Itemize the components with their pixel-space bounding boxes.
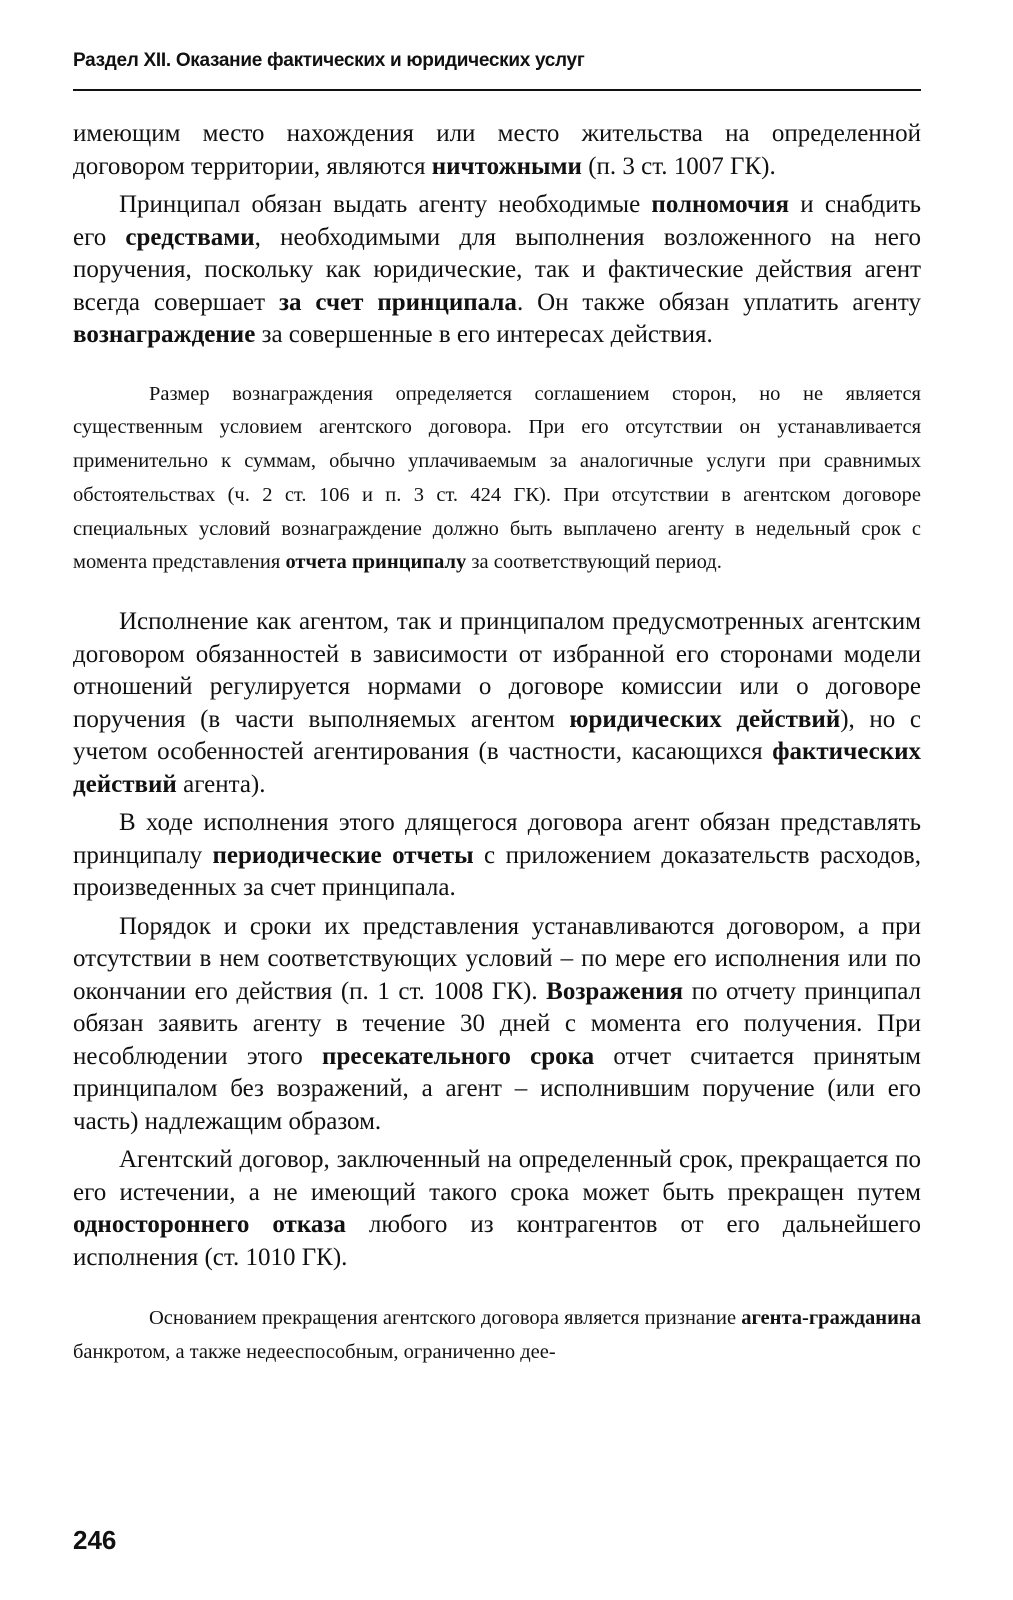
- paragraph-5: [73, 911, 921, 1139]
- text-run: и снабдить его: [73, 191, 921, 251]
- small-print-note-1: [73, 378, 921, 581]
- bold-term: за счет принципала: [278, 288, 517, 316]
- paragraph-2: [73, 189, 921, 352]
- text-run: Порядок и сроки их представления устанавливаются договором, а при отсутствии в нем соответствующих условий – по мере его исполнения или по окончании его действия (п. 1 ст. 1008 ГК).: [73, 912, 921, 1005]
- text-run: Агентский договор, заключенный на определенный срок, прекращается по его истечении, а не имеющий такого срока может быть прекращен путем: [73, 1146, 921, 1206]
- paragraph-4: [73, 807, 921, 905]
- text-run: , необходимыми для выполнения возложенного на него поручения, поскольку как юридические, так и фактические действия агент всегда совершает: [73, 223, 921, 316]
- page-body: [73, 118, 921, 1370]
- text-run: Исполнение как агентом, так и принципалом предусмотренных агентским договором обязанностей в зависимости от избранной его сторонами модели отношений регулируется нормами о договоре комиссии или о договоре поручения (в части выполняемых агентом: [73, 608, 921, 733]
- bold-term: юридических действий: [569, 705, 841, 733]
- text-run: имеющим место нахождения или место жительства на определенной договором территории, являются: [73, 120, 921, 180]
- text-run: Размер вознаграждения определяется соглашением сторон, но не является существенным условием агентского договора. При его отсутствии он устанавливается применительно к суммам, обычно уплачиваемым за аналогичные услуги при сравнимых обстоятельствах (ч. 2 ст. 106 и п. 3 ст. 424 ГК). При отсутствии в агентском договоре специальных условий вознаграждение должно быть выплачено агенту в недельный срок с момента представления: [73, 382, 921, 574]
- paragraph-3: [73, 606, 921, 801]
- bold-term: средствами: [125, 223, 255, 251]
- paragraph-6: [73, 1144, 921, 1274]
- bold-term: ничтожными: [431, 152, 582, 180]
- paragraph-1: [73, 118, 921, 183]
- text-run: . Он также обязан уплатить агенту: [516, 288, 922, 316]
- text-run: В ходе исполнения этого длящегося договора агент обязан представлять принципалу: [73, 809, 921, 869]
- text-run: Принципал обязан выдать агенту необходимые: [119, 191, 652, 218]
- text-run: за совершенные в его интересах действия.: [255, 321, 713, 348]
- small-print-note-2: [73, 1302, 921, 1370]
- text-run: агента).: [176, 770, 266, 798]
- page-number: 246: [73, 1525, 117, 1555]
- bold-term: полномочия: [651, 191, 790, 218]
- bold-term: вознаграждение: [73, 321, 256, 348]
- text-run: Основанием прекращения агентского договора является признание: [149, 1307, 742, 1330]
- bold-term: агента-гражданина: [741, 1307, 921, 1330]
- bold-term: пресекательного срока: [322, 1042, 595, 1070]
- text-run: отчет считается принятым принципалом без возражений, а агент – исполнившим поручение (или его часть) надлежащим образом.: [73, 1042, 922, 1135]
- text-run: по отчету принципал обязан заявить агенту в течение 30 дней с момента его получения. При несоблюдении этого: [73, 977, 921, 1070]
- bold-term: Возражения: [546, 977, 684, 1005]
- bold-term: отчета принципалу: [285, 551, 467, 574]
- running-header: Раздел XII. Оказание фактических и юридических услуг: [73, 50, 585, 71]
- bold-term: фактических действий: [73, 738, 921, 798]
- text-run: с приложением доказательств расходов, произведенных за счет принципала.: [73, 841, 921, 902]
- text-run: за соответствующий период.: [466, 551, 722, 574]
- bold-term: одностороннего отказа: [73, 1211, 346, 1239]
- text-run: банкротом, а также недееспособным, ограниченно дее-: [73, 1341, 556, 1364]
- header-rule: [73, 89, 921, 91]
- text-run: (п. 3 ст. 1007 ГК).: [581, 152, 776, 180]
- bold-term: периодические отчеты: [212, 841, 474, 869]
- text-run: ), но с учетом особенностей агентирования (в частности, касающихся: [73, 705, 922, 766]
- text-run: любого из контрагентов от его дальнейшего исполнения (ст. 1010 ГК).: [73, 1211, 921, 1271]
